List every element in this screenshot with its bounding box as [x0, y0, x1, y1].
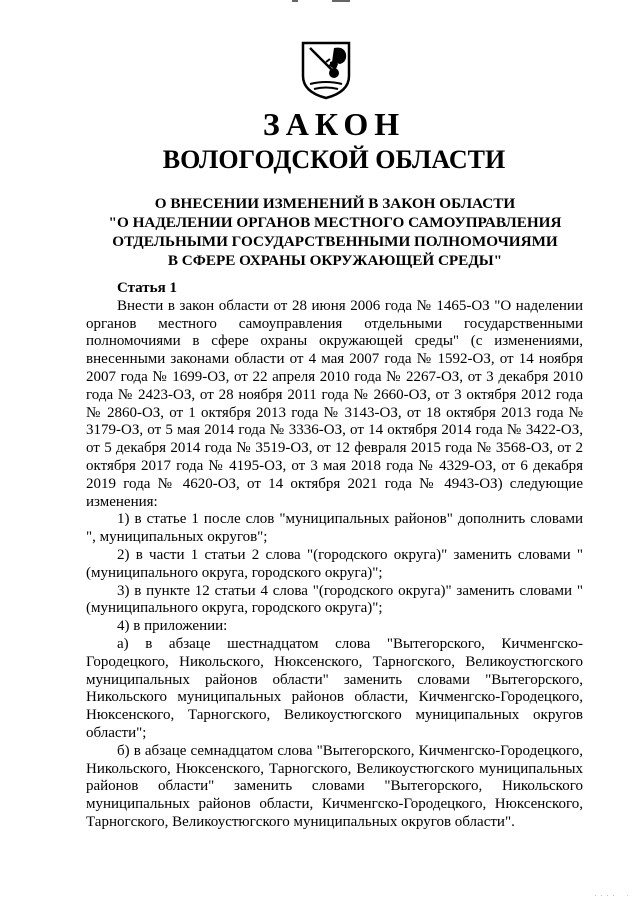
- article-title: Статья 1: [117, 280, 177, 296]
- page-title: ЗАКОН: [262, 106, 406, 142]
- shield-icon: [300, 40, 352, 100]
- heading-line: "О НАДЕЛЕНИИ ОРГАНОВ МЕСТНОГО САМОУПРАВЛЕНИЯ: [108, 214, 562, 231]
- article-paragraph: 3) в пункте 12 статьи 4 слова "(городского округа)" заменить словами "(муниципального округа, городского округа)";: [86, 582, 583, 617]
- scan-footer-mark: · · · · ·: [594, 892, 630, 900]
- article-paragraph: 2) в части 1 статьи 2 слова "(городского округа)" заменить словами "(муниципального округа, городского округа)";: [86, 546, 583, 581]
- article-paragraph: 1) в статье 1 после слов "муниципальных районов" дополнить словами ", муниципальных округов";: [86, 511, 583, 546]
- article-paragraph: 4) в приложении:: [117, 618, 228, 635]
- article-paragraph: Внести в закон области от 28 июня 2006 года № 1465-ОЗ "О наделении органов местного самоуправления отдельными государственными полномочиями в сфере охраны окружающей среды" (с изменениями, внесенными законами области от 4 мая 2007 года № 1592-ОЗ, от 14 ноября 2007 года № 1699-ОЗ, от 22 апреля 2010 года № 2267-ОЗ, от 3 декабря 2010 года № 2423-ОЗ, от 28 ноября 2011 года № 2660-ОЗ, от 3 октября 2012 года № 2860-ОЗ, от 1 октября 2013 года № 3143-ОЗ, от 18 октября 2013 года № 3179-ОЗ, от 5 мая 2014 года № 3336-ОЗ, от 14 октября 2014 года № 3422-ОЗ, от 5 декабря 2014 года № 3519-ОЗ, от 12 февраля 2015 года № 3568-ОЗ, от 2 октября 2017 года № 4195-ОЗ, от 3 мая 2018 года № 4329-ОЗ, от 6 декабря 2019 года № 4620-ОЗ, от 14 октября 2021 года № 4943-ОЗ) следующие изменения:: [86, 297, 583, 510]
- page-subtitle: ВОЛОГОДСКОЙ ОБЛАСТИ: [162, 145, 506, 174]
- scan-marks: [280, 0, 360, 6]
- heading-line: В СФЕРЕ ОХРАНЫ ОКРУЖАЮЩЕЙ СРЕДЫ": [167, 252, 503, 269]
- coat-of-arms-emblem: [300, 40, 352, 100]
- heading-line: ОТДЕЛЬНЫМИ ГОСУДАРСТВЕННЫМИ ПОЛНОМОЧИЯМИ: [112, 233, 558, 250]
- heading-line: О ВНЕСЕНИИ ИЗМЕНЕНИЙ В ЗАКОН ОБЛАСТИ: [154, 195, 516, 212]
- article-body: [86, 280, 583, 832]
- law-heading: [95, 194, 575, 270]
- article-paragraph: б) в абзаце семнадцатом слова "Вытегорского, Кичменгско-Городецкого, Никольского, Нюксенского, Тарногского, Великоустюгского муниципальных районов области" заменить словами "Вытегорского, Никольского муниципальных районов области, Кичменгско-Городецкого, Нюксенского, Тарногского, Великоустюгского муниципальных округов области".: [86, 742, 583, 830]
- article-paragraph: а) в абзаце шестнадцатом слова "Вытегорского, Кичменгско-Городецкого, Никольского, Нюксенского, Тарногского, Великоустюгского муниципальных районов области" заменить словами "Вытегорского, Никольского муниципальных районов области, Кичменгско-Городецкого, Нюксенского, Тарногского, Великоустюгского муниципальных округов области";: [86, 635, 583, 741]
